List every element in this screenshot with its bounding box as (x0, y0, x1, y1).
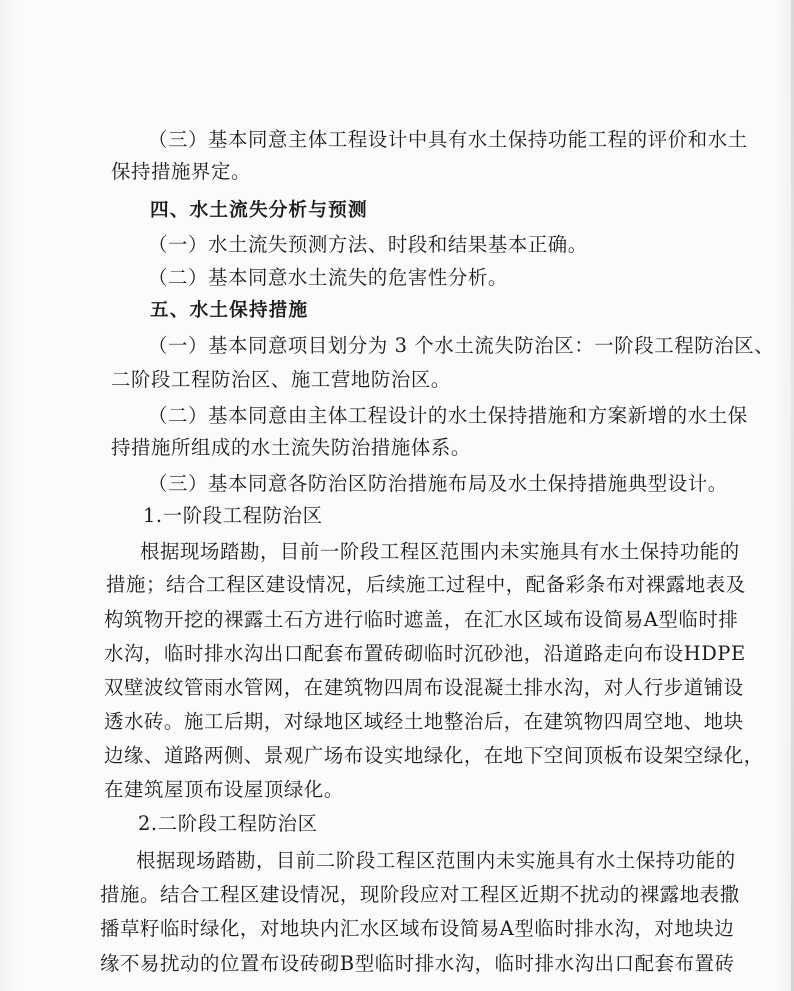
text-line: 构筑物开挖的裸露土石方进行临时遮盖，在汇水区域布设简易A型临时排 (104, 608, 739, 631)
text-line: 在建筑屋顶布设屋顶绿化。 (104, 778, 344, 801)
subsection-heading: 2.二阶段工程防治区 (138, 812, 318, 835)
text-line: 双壁波纹管雨水管网，在建筑物四周布设混凝土排水沟，对人行步道铺设 (104, 676, 744, 699)
text-line: 水沟，临时排水沟出口配套布置砖砌临时沉砂池，沿道路走向布设HDPE (104, 642, 746, 665)
text-line: （一）基本同意项目划分为 3 个水土流失防治区：一阶段工程防治区、 (148, 334, 775, 357)
section-heading: 五、水土保持措施 (150, 300, 309, 321)
text-line: 根据现场踏勘，目前二阶段工程区范围内未实施具有水土保持功能的 (136, 849, 736, 872)
text-line: 根据现场踏勘，目前一阶段工程区范围内未实施具有水土保持功能的 (140, 540, 740, 563)
section-heading: 四、水土流失分析与预测 (150, 200, 368, 221)
text-line: 缘不易扰动的位置布设砖砌B型临时排水沟，临时排水沟出口配套布置砖 (100, 952, 735, 975)
text-line: （二）基本同意由主体工程设计的水土保持措施和方案新增的水土保 (148, 404, 748, 427)
text-line: 透水砖。施工后期，对绿地区域经土地整治后，在建筑物四周空地、地块 (104, 710, 744, 733)
text-line: 持措施所组成的水土流失防治措施体系。 (111, 436, 471, 459)
text-line: （一）水土流失预测方法、时段和结果基本正确。 (148, 233, 588, 256)
text-line: 播草籽临时绿化，对地块内汇水区域布设简易A型临时排水沟，对地块边 (100, 917, 735, 940)
text-line: 措施。结合工程区建设情况，现阶段应对工程区近期不扰动的裸露地表撒 (100, 883, 740, 906)
text-line: 措施；结合工程区建设情况，后续施工过程中，配备彩条布对裸露地表及 (106, 573, 746, 596)
subsection-heading: 1.一阶段工程防治区 (143, 504, 323, 527)
text-line: 二阶段工程防治区、施工营地防治区。 (111, 368, 451, 391)
text-line: 边缘、道路两侧、景观广场布设实地绿化，在地下空间顶板布设架空绿化， (104, 744, 764, 767)
text-line: （三）基本同意各防治区防治措施布局及水土保持措施典型设计。 (148, 472, 728, 495)
text-line: （二）基本同意水土流失的危害性分析。 (148, 266, 508, 289)
text-line: （三）基本同意主体工程设计中具有水土保持功能工程的评价和水土 (148, 128, 748, 151)
text-line: 保持措施界定。 (111, 160, 251, 183)
